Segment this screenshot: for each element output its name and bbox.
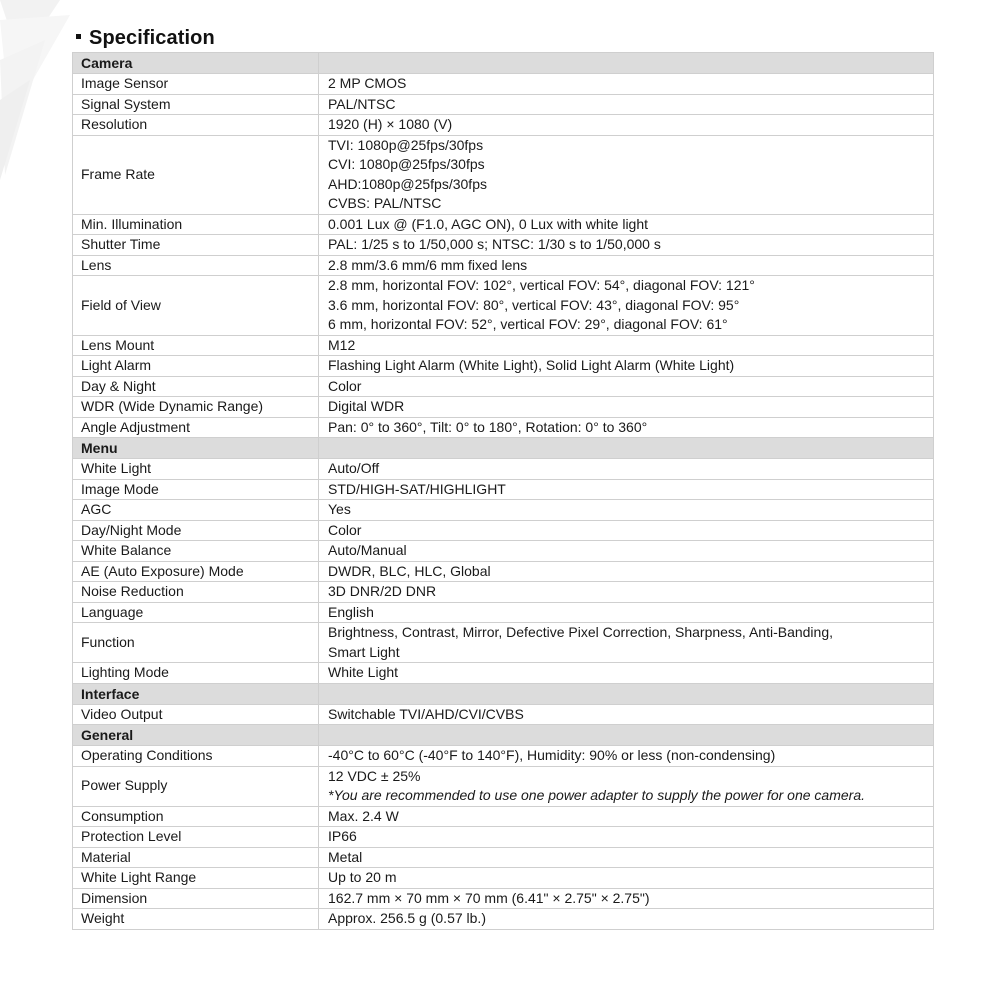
spec-value-line: 2 MP CMOS xyxy=(328,75,407,91)
spec-value-line: Yes xyxy=(328,501,351,517)
spec-row xyxy=(73,827,934,848)
spec-value xyxy=(319,541,934,562)
spec-label: Lens Mount xyxy=(73,335,319,356)
spec-value-line: Smart Light xyxy=(328,643,400,660)
spec-value xyxy=(319,94,934,115)
spec-value xyxy=(319,335,934,356)
spec-value xyxy=(319,766,934,806)
spec-value-line: Switchable TVI/AHD/CVI/CVBS xyxy=(328,705,524,722)
spec-value-line: IP66 xyxy=(328,828,357,844)
spec-value-line: Metal xyxy=(328,848,363,865)
specification-table xyxy=(72,52,934,930)
spec-row xyxy=(73,541,934,562)
spec-value-line: 2.8 mm/3.6 mm/6 mm fixed lens xyxy=(328,256,528,273)
spec-label: White Light Range xyxy=(73,868,319,889)
spec-row xyxy=(73,766,934,806)
spec-value-note: *You are recommended to use one power adapter to supply the power for one camera. xyxy=(328,787,865,803)
spec-label: Light Alarm xyxy=(73,356,319,377)
spec-value-line: 162.7 mm × 70 mm × 70 mm (6.41" × 2.75" × 2.75") xyxy=(328,889,650,906)
spec-value-line: CVI: 1080p@25fps/30fps xyxy=(328,156,485,172)
spec-row xyxy=(73,74,934,95)
spec-label: Power Supply xyxy=(73,766,319,806)
spec-row xyxy=(73,868,934,889)
spec-value-line: PAL: 1/25 s to 1/50,000 s; NTSC: 1/30 s to 1/50,000 s xyxy=(328,236,661,252)
spec-row xyxy=(73,520,934,541)
spec-value xyxy=(319,847,934,868)
spec-value-line: Color xyxy=(328,521,362,538)
spec-value-line: Flashing Light Alarm (White Light), Solid Light Alarm (White Light) xyxy=(328,357,735,373)
spec-label: White Balance xyxy=(73,541,319,562)
spec-label: Material xyxy=(73,847,319,868)
section-header-fill xyxy=(319,725,934,746)
spec-value-line: 0.001 Lux @ (F1.0, AGC ON), 0 Lux with white light xyxy=(328,215,649,232)
spec-row xyxy=(73,888,934,909)
spec-value-line: English xyxy=(328,603,374,620)
section-header-fill xyxy=(319,438,934,459)
spec-row xyxy=(73,135,934,214)
spec-value-line: DWDR, BLC, HLC, Global xyxy=(328,562,491,579)
section-heading xyxy=(76,24,215,52)
spec-value-line: STD/HIGH-SAT/HIGHLIGHT xyxy=(328,480,506,497)
spec-value-line: 1920 (H) × 1080 (V) xyxy=(328,116,453,132)
spec-value-line: 2.8 mm, horizontal FOV: 102°, vertical FOV: 54°, diagonal FOV: 121° xyxy=(328,277,755,293)
spec-value xyxy=(319,235,934,256)
spec-row xyxy=(73,663,934,684)
spec-value xyxy=(319,214,934,235)
spec-label: Lens xyxy=(73,255,319,276)
section-header-fill xyxy=(319,683,934,704)
spec-label: Day/Night Mode xyxy=(73,520,319,541)
spec-row xyxy=(73,582,934,603)
spec-row xyxy=(73,397,934,418)
spec-label: Lighting Mode xyxy=(73,663,319,684)
spec-row xyxy=(73,500,934,521)
heading-bullet-icon xyxy=(76,34,81,39)
spec-value-line: 12 VDC ± 25% xyxy=(328,767,421,784)
spec-value xyxy=(319,479,934,500)
spec-value xyxy=(319,417,934,438)
spec-value-line: Approx. 256.5 g (0.57 lb.) xyxy=(328,910,486,926)
spec-label: AE (Auto Exposure) Mode xyxy=(73,561,319,582)
spec-row xyxy=(73,115,934,136)
section-title: Menu xyxy=(73,438,319,459)
spec-value xyxy=(319,500,934,521)
spec-row xyxy=(73,909,934,930)
spec-value-line: Auto/Off xyxy=(328,460,380,476)
section-header-row xyxy=(73,725,934,746)
spec-value-line: -40°C to 60°C (-40°F to 140°F), Humidity: 90% or less (non-condensing) xyxy=(328,747,776,763)
spec-row xyxy=(73,335,934,356)
section-header-row xyxy=(73,53,934,74)
spec-row xyxy=(73,459,934,480)
spec-label: Function xyxy=(73,623,319,663)
spec-value-line: Digital WDR xyxy=(328,398,405,414)
spec-value xyxy=(319,582,934,603)
spec-value xyxy=(319,602,934,623)
spec-row xyxy=(73,94,934,115)
spec-value xyxy=(319,909,934,930)
spec-value-line: Max. 2.4 W xyxy=(328,807,399,824)
spec-value xyxy=(319,888,934,909)
spec-value xyxy=(319,623,934,663)
spec-value-line: PAL/NTSC xyxy=(328,95,396,112)
spec-label: Operating Conditions xyxy=(73,746,319,767)
spec-value xyxy=(319,459,934,480)
spec-value xyxy=(319,827,934,848)
spec-label: Signal System xyxy=(73,94,319,115)
spec-label: Language xyxy=(73,602,319,623)
spec-value-line: Color xyxy=(328,377,362,394)
spec-value xyxy=(319,135,934,214)
spec-value xyxy=(319,376,934,397)
spec-value-line: White Light xyxy=(328,664,399,680)
spec-row xyxy=(73,623,934,663)
spec-value-line: 3.6 mm, horizontal FOV: 80°, vertical FOV: 43°, diagonal FOV: 95° xyxy=(328,296,740,313)
spec-label: Noise Reduction xyxy=(73,582,319,603)
spec-row xyxy=(73,376,934,397)
spec-value-line: Up to 20 m xyxy=(328,869,397,885)
spec-label: Frame Rate xyxy=(73,135,319,214)
spec-label: Resolution xyxy=(73,115,319,136)
spec-value-line: Auto/Manual xyxy=(328,542,407,558)
spec-row xyxy=(73,276,934,336)
spec-row xyxy=(73,806,934,827)
section-header-fill xyxy=(319,53,934,74)
spec-row xyxy=(73,746,934,767)
spec-row xyxy=(73,235,934,256)
spec-label: WDR (Wide Dynamic Range) xyxy=(73,397,319,418)
section-header-row xyxy=(73,438,934,459)
spec-label: Angle Adjustment xyxy=(73,417,319,438)
corner-decoration-graphic xyxy=(0,0,80,190)
section-title: Interface xyxy=(73,683,319,704)
spec-label: Image Sensor xyxy=(73,74,319,95)
spec-value xyxy=(319,74,934,95)
spec-label: Weight xyxy=(73,909,319,930)
spec-value xyxy=(319,663,934,684)
spec-label: Consumption xyxy=(73,806,319,827)
spec-row xyxy=(73,356,934,377)
spec-value xyxy=(319,115,934,136)
spec-value xyxy=(319,806,934,827)
spec-label: AGC xyxy=(73,500,319,521)
spec-row xyxy=(73,255,934,276)
spec-value-line: AHD:1080p@25fps/30fps xyxy=(328,175,487,192)
spec-value-line: Brightness, Contrast, Mirror, Defective Pixel Correction, Sharpness, Anti-Banding, xyxy=(328,624,833,640)
spec-value xyxy=(319,356,934,377)
spec-value-line: 6 mm, horizontal FOV: 52°, vertical FOV: 29°, diagonal FOV: 61° xyxy=(328,316,728,332)
spec-row xyxy=(73,602,934,623)
spec-value-line: M12 xyxy=(328,336,356,353)
spec-label: Shutter Time xyxy=(73,235,319,256)
spec-label: Day & Night xyxy=(73,376,319,397)
spec-row xyxy=(73,479,934,500)
section-title: General xyxy=(73,725,319,746)
spec-value-line: CVBS: PAL/NTSC xyxy=(328,195,442,211)
spec-value-line: 3D DNR/2D DNR xyxy=(328,583,437,599)
section-header-row xyxy=(73,683,934,704)
spec-value xyxy=(319,704,934,725)
spec-label: Field of View xyxy=(73,276,319,336)
spec-value xyxy=(319,397,934,418)
spec-row xyxy=(73,847,934,868)
spec-value xyxy=(319,520,934,541)
spec-label: Protection Level xyxy=(73,827,319,848)
spec-value-line: TVI: 1080p@25fps/30fps xyxy=(328,136,484,153)
spec-row xyxy=(73,561,934,582)
spec-value-line: Pan: 0° to 360°, Tilt: 0° to 180°, Rotation: 0° to 360° xyxy=(328,418,648,435)
spec-row xyxy=(73,704,934,725)
spec-value xyxy=(319,746,934,767)
spec-label: White Light xyxy=(73,459,319,480)
spec-row xyxy=(73,417,934,438)
spec-label: Image Mode xyxy=(73,479,319,500)
section-title: Camera xyxy=(73,53,319,74)
spec-label: Dimension xyxy=(73,888,319,909)
spec-value xyxy=(319,255,934,276)
spec-row xyxy=(73,214,934,235)
page-title: Specification xyxy=(89,26,215,49)
spec-value xyxy=(319,868,934,889)
spec-value xyxy=(319,276,934,336)
spec-value xyxy=(319,561,934,582)
spec-label: Min. Illumination xyxy=(73,214,319,235)
spec-label: Video Output xyxy=(73,704,319,725)
